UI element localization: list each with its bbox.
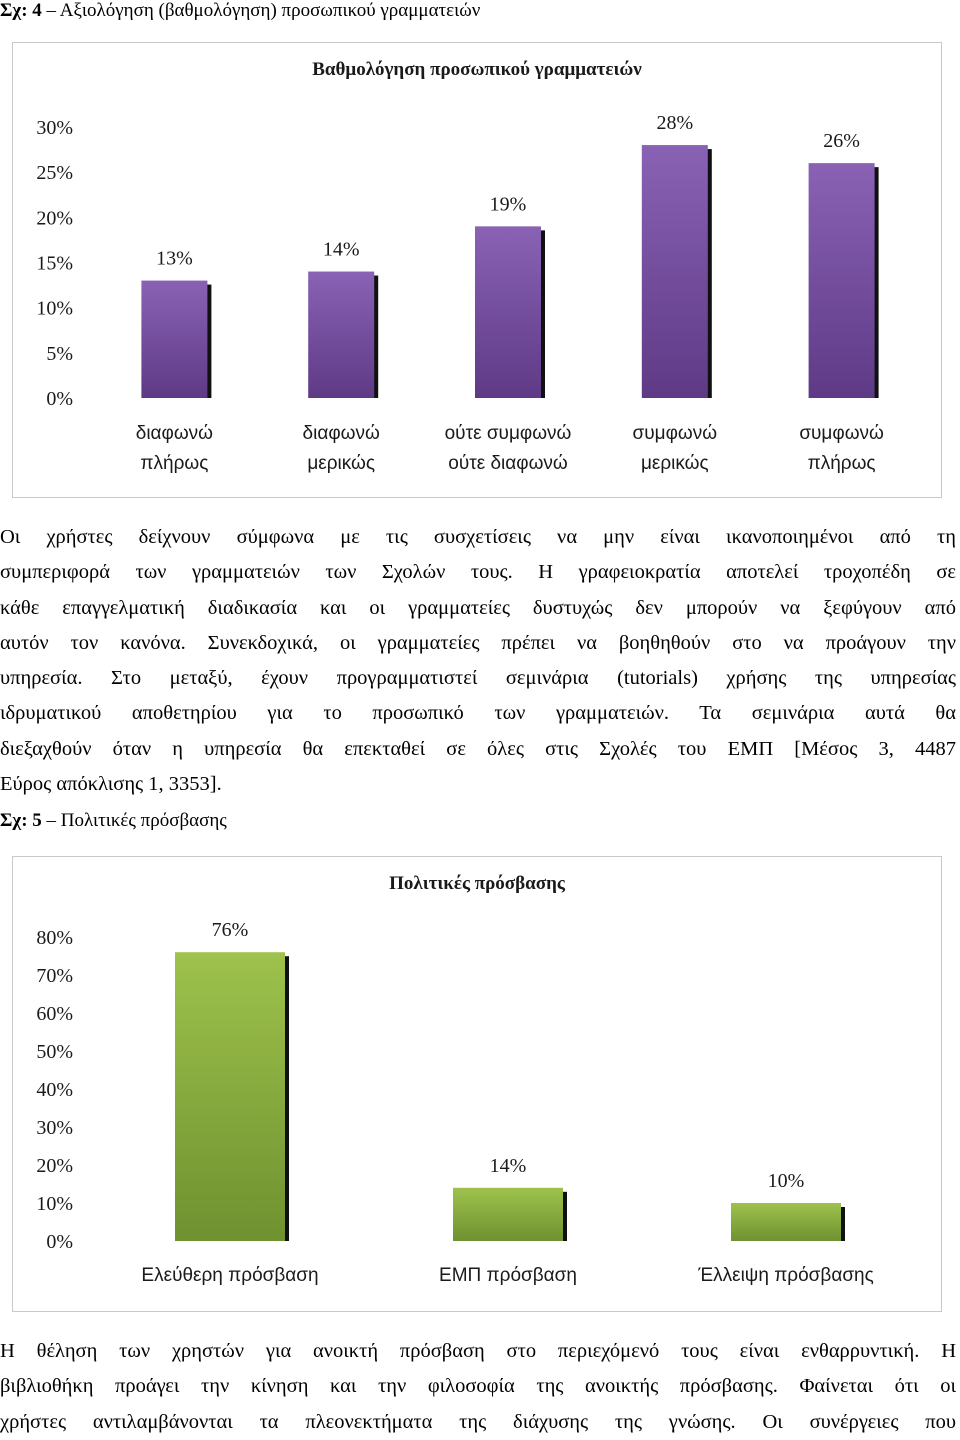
chart1-data-label: 26% [823,130,860,153]
access-policy-chart-svg [13,857,941,1311]
figure-4-number: Σχ: 4 [0,0,42,21]
chart1-category-label: ούτε διαφωνώ [448,453,568,474]
chart1-category-label: μερικώς [307,453,376,474]
chart2-data-label: 14% [489,1154,527,1177]
chart1-y-tick-label: 0% [46,388,73,410]
chart2-y-tick-label: 0% [46,1231,73,1253]
chart2-y-tick-label: 60% [36,1003,73,1025]
chart2-y-tick-label: 80% [36,927,73,949]
chart1-bar [642,145,708,398]
chart2-bar [453,1188,563,1241]
chart1-bar [308,272,374,398]
chart2-y-tick-label: 30% [36,1117,73,1139]
staff-rating-chart-svg [13,43,941,497]
chart2-category-label: ΕΜΠ πρόσβαση [439,1265,577,1286]
chart1-category-label: συμφωνώ [632,423,718,444]
chart1-data-label: 14% [322,238,360,261]
figure-5-caption-text: – Πολιτικές πρόσβασης [46,810,227,831]
chart2-y-tick-label: 40% [36,1079,73,1101]
chart1-y-tick-label: 10% [36,297,73,320]
paragraph-staff-rating-line: αυτόν τον κανόνα. Συνεκδοχικά, οι γραμματείες πρέπει να βοηθηθούν στο να προάγουν την [0,631,956,654]
chart2-y-tick-label: 10% [36,1193,73,1215]
paragraph-staff-rating-line: κάθε επαγγελματική διαδικασία και οι γραμματείες δυστυχώς δεν μπορούν να ξεφύγουν από [0,596,956,619]
paragraph-staff-rating-line: υπηρεσία. Στο μεταξύ, έχουν προγραμματιστεί σεμινάρια (tutorials) χρήσης της υπηρεσίας [0,667,956,690]
paragraph-staff-rating-line: Οι χρήστες δείχνουν σύμφωνα με τις συσχετίσεις να μην είναι ικανοποιημένοι από τη [0,526,956,548]
paragraph-staff-rating-line: Εύρος απόκλισης 1, 3353]. [0,773,222,796]
figure-4-caption-text: – Αξιολόγηση (βαθμολόγηση) προσωπικού γραμματειών [46,0,481,21]
chart2-category-label: Ελεύθερη πρόσβαση [141,1265,319,1286]
chart1-data-label: 13% [156,247,193,270]
figure-5-caption [0,810,227,832]
staff-rating-chart [12,42,942,498]
paragraph-open-access [0,1334,956,1440]
chart2-y-tick-label: 70% [36,965,73,987]
paragraph-staff-rating-line: συμπεριφορά των γραμματειών των Σχολών τους. Η γραφειοκρατία αποτελεί τροχοπέδη σε [0,561,956,584]
chart1-bar [475,226,541,398]
paragraph-staff-rating [0,520,956,802]
chart1-bar [141,281,207,398]
paragraph-staff-rating-line: ιδρυματικού αποθετηρίου για το προσωπικό των γραμματειών. Τα σεμινάρια αυτά θα [0,702,956,725]
paragraph-open-access-line: χρήστες αντιλαμβάνονται τα πλεονεκτήματα της διάχυσης της γνώσης. Οι συνέργειες που [0,1410,956,1433]
chart1-category-label: συμφωνώ [799,423,884,444]
paragraph-open-access-line: βιβλιοθήκη προάγει την κίνηση και την φιλοσοφία της ανοικτής πρόσβασης. Φαίνεται ότι οι [0,1375,956,1398]
chart1-category-label: πλήρως [807,453,876,474]
chart1-title: Βαθμολόγηση προσωπικού γραμματειών [312,59,642,80]
paragraph-open-access-line: Η θέληση των χρηστών για ανοικτή πρόσβαση στο περιεχόμενό τους είναι ενθαρρυντική. Η [0,1340,956,1362]
chart1-data-label: 19% [489,193,527,216]
chart1-y-tick-label: 5% [46,342,73,365]
figure-4-caption [0,0,480,22]
chart2-category-label: Έλλειψη πρόσβασης [698,1265,874,1286]
chart2-y-tick-label: 20% [36,1155,73,1177]
chart1-category-label: πλήρως [140,453,209,474]
chart2-title: Πολιτικές πρόσβασης [389,873,565,894]
chart1-category-label: διαφωνώ [135,423,214,444]
chart1-y-tick-label: 20% [36,207,73,230]
chart1-data-label: 28% [656,112,694,135]
figure-5-number: Σχ: 5 [0,810,42,831]
chart1-y-tick-label: 15% [36,252,73,275]
chart2-y-tick-label: 50% [36,1041,73,1063]
chart1-category-label: διαφωνώ [302,423,380,444]
chart2-bar [731,1203,841,1241]
chart1-y-tick-label: 25% [36,162,73,185]
chart2-data-label: 10% [767,1170,805,1192]
chart2-bar [175,952,285,1241]
access-policy-chart [12,856,942,1312]
chart2-data-label: 76% [211,919,249,942]
chart1-y-tick-label: 30% [36,117,73,139]
chart1-category-label: ούτε συμφωνώ [444,423,572,444]
chart1-category-label: μερικώς [640,453,709,474]
paragraph-staff-rating-line: διεξαχθούν όταν η υπηρεσία θα επεκταθεί σε όλες στις Σχολές του ΕΜΠ [Μέσος 3, 4487 [0,737,956,760]
chart1-bar [809,163,875,398]
